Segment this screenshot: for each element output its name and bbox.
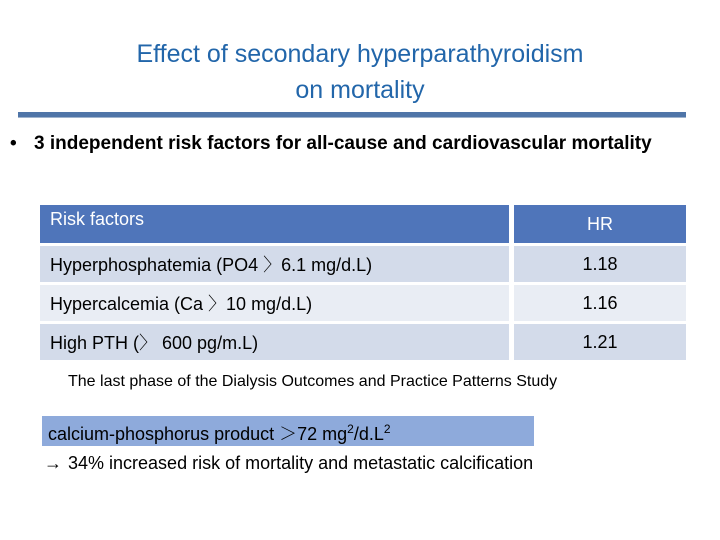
- header-hr: HR: [509, 205, 686, 243]
- bullet-text: 3 independent risk factors for all-cause and cardiovascular mortality: [34, 133, 652, 154]
- highlight-prefix: calcium-phosphorus product ＞72 mg: [48, 424, 348, 444]
- slide-title: [0, 36, 720, 108]
- title-line-2: on mortality: [295, 76, 425, 104]
- bullet-icon: •: [10, 133, 17, 154]
- study-source: The last phase of the Dialysis Outcomes and Practice Patterns Study: [68, 373, 558, 390]
- risk-factor-table: [40, 202, 686, 363]
- arrow-right-icon: →: [44, 453, 62, 473]
- hr-value-cell: 1.21: [509, 324, 686, 360]
- header-risk-factors: Risk factors: [40, 205, 509, 243]
- result-line: [44, 453, 533, 474]
- hr-value-cell: 1.16: [509, 285, 686, 321]
- risk-factor-cell: High PTH (〉 600 pg/m.L): [40, 324, 509, 360]
- hr-value-cell: 1.18: [509, 246, 686, 282]
- risk-factor-cell: Hypercalcemia (Ca 〉10 mg/d.L): [40, 285, 509, 321]
- superscript-1: 2: [347, 422, 354, 436]
- highlight-mid: /d.L: [353, 424, 384, 444]
- table-row: [40, 246, 686, 282]
- bullet-point: [10, 132, 710, 156]
- table-row: [40, 285, 686, 321]
- table-header-row: [40, 205, 686, 243]
- table-row: [40, 324, 686, 360]
- title-line-1: Effect of secondary hyperparathyroidism: [136, 40, 584, 68]
- highlight-text: [48, 420, 391, 446]
- superscript-2: 2: [383, 422, 391, 436]
- risk-factor-cell: Hyperphosphatemia (PO4 〉6.1 mg/d.L): [40, 246, 509, 282]
- result-text: 34% increased risk of mortality and metastatic calcification: [68, 453, 534, 473]
- title-divider: [18, 112, 686, 117]
